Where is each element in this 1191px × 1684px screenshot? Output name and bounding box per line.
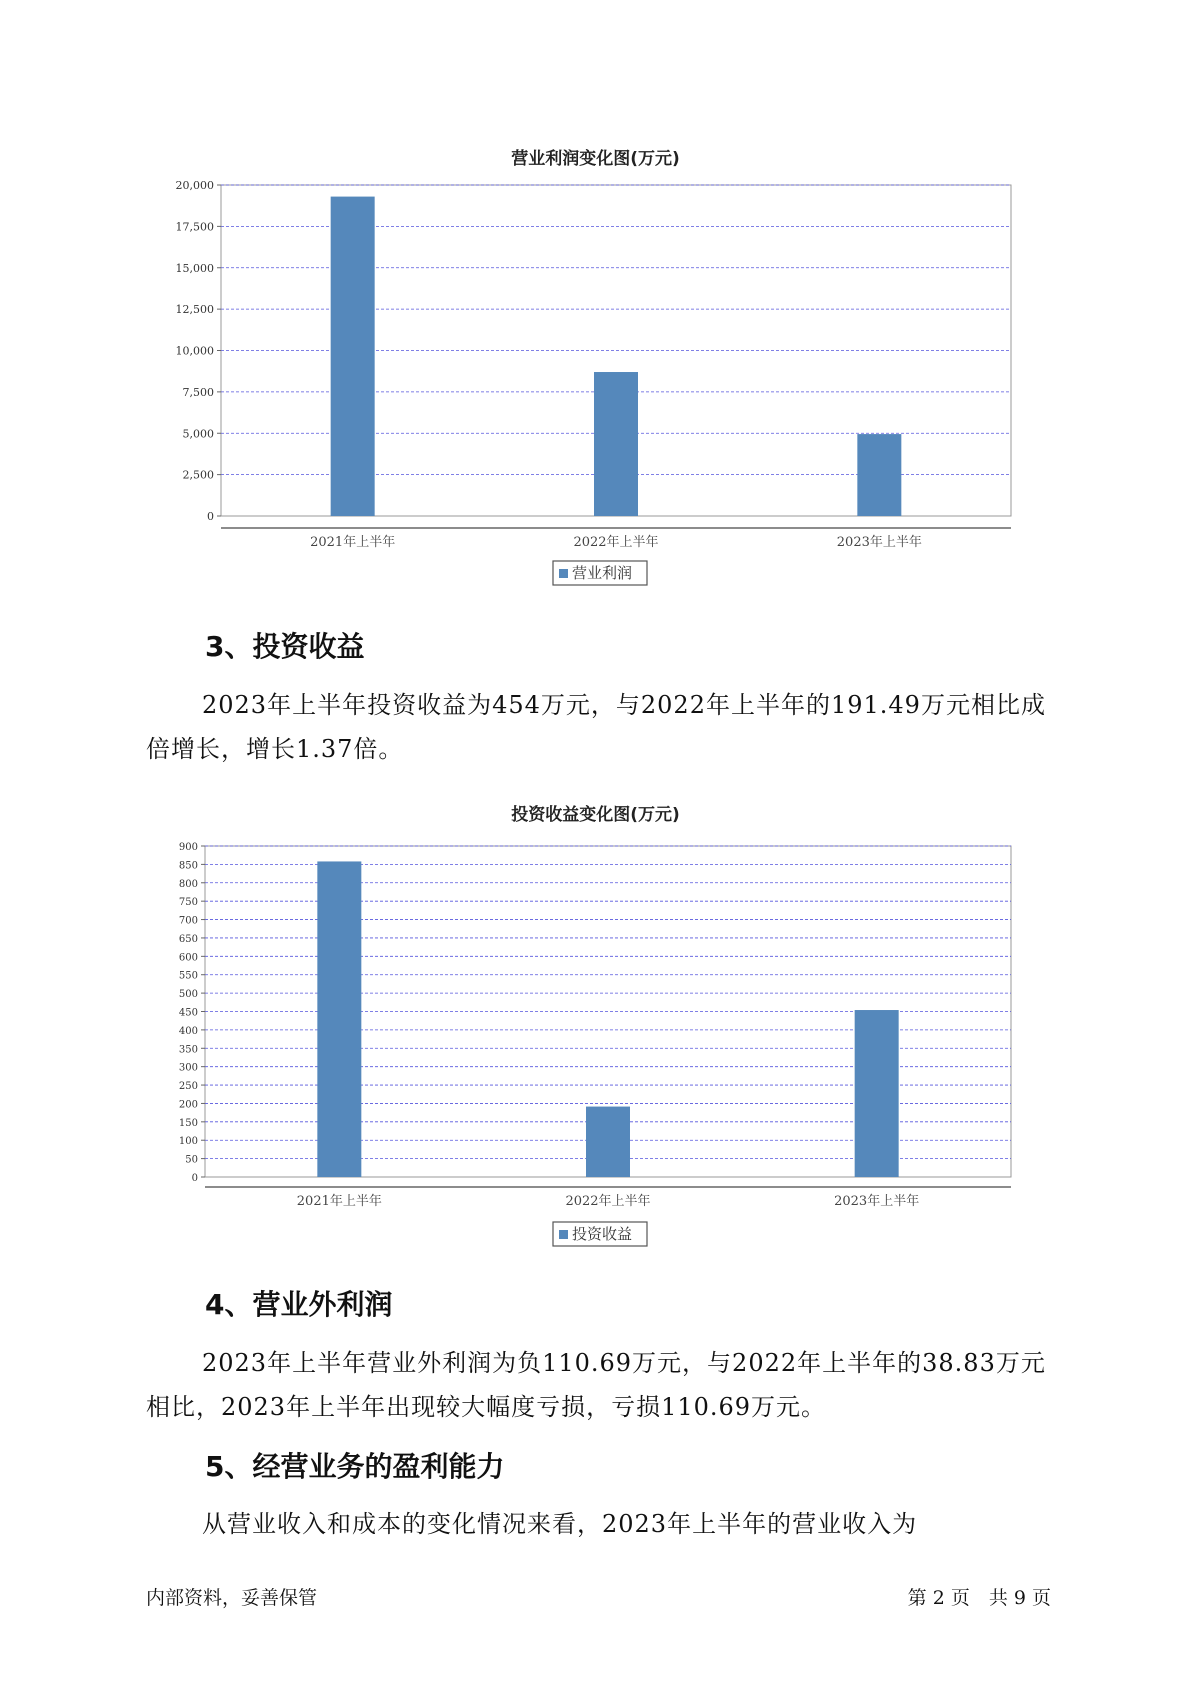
chart1-x-tick-label: 2021年上半年 [310, 535, 396, 550]
section3-heading: 3、投资收益 [205, 630, 365, 663]
chart1-y-tick-label: 0 [207, 510, 214, 523]
section4-heading: 4、营业外利润 [205, 1288, 393, 1321]
chart2-y-tick-label: 250 [178, 1081, 198, 1093]
chart2-y-tick-label: 150 [178, 1117, 198, 1129]
section3-paragraph: 2023年上半年投资收益为454万元，与2022年上半年的191.49万元相比成倍增长，增长1.37倍。 [146, 691, 1046, 763]
chart2-y-tick-label: 900 [178, 842, 198, 853]
chart2-x-tick-label: 2022年上半年 [565, 1194, 651, 1209]
chart2-y-tick-label: 700 [178, 915, 198, 927]
chart2-y-tick-label: 600 [178, 952, 198, 964]
chart2-y-tick-label: 650 [178, 933, 198, 945]
chart2-y-tick-label: 100 [178, 1136, 198, 1148]
footer-page-number: 第 2 页 共 9 页 [907, 1587, 1051, 1609]
chart2-bar-2 [586, 1107, 630, 1177]
chart2-y-tick-label: 200 [178, 1099, 198, 1111]
section5-paragraph: 从营业收入和成本的变化情况来看，2023年上半年的营业收入为 [202, 1510, 918, 1538]
chart1-y-tick-label: 17,500 [175, 220, 214, 234]
chart2-bar-1 [317, 861, 361, 1177]
chart2-y-tick-label: 50 [185, 1154, 198, 1166]
chart2-bar-3 [855, 1010, 899, 1177]
chart1-legend-label: 营业利润 [572, 564, 633, 582]
chart1-x-tick-label: 2022年上半年 [573, 535, 659, 550]
chart2-y-tick-label: 850 [178, 860, 198, 872]
chart1-y-tick-label: 15,000 [175, 261, 214, 275]
chart2-y-tick-label: 400 [178, 1025, 198, 1037]
chart2-y-tick-label: 300 [178, 1062, 198, 1074]
chart2-y-tick-label: 350 [178, 1044, 198, 1056]
chart2-title: 投资收益变化图(万元) [511, 805, 680, 825]
chart1-title: 营业利润变化图(万元) [511, 149, 680, 169]
chart1-y-tick-label: 5,000 [182, 427, 214, 441]
chart2-legend-label: 投资收益 [572, 1225, 633, 1243]
section5-heading: 5、经营业务的盈利能力 [205, 1450, 505, 1483]
chart1-y-tick-label: 7,500 [182, 385, 214, 399]
chart2-y-tick-label: 450 [178, 1007, 198, 1019]
chart1-y-tick-label: 2,500 [182, 468, 214, 482]
chart1-y-tick-label: 12,500 [175, 303, 214, 317]
chart2-y-tick-label: 0 [191, 1173, 198, 1184]
chart2-x-tick-label: 2021年上半年 [296, 1194, 382, 1209]
chart1-y-tick-label: 10,000 [175, 344, 214, 358]
chart2-y-tick-label: 500 [178, 989, 198, 1001]
chart2-y-tick-label: 550 [178, 970, 198, 982]
chart2-y-tick-label: 750 [178, 897, 198, 909]
chart1-x-tick-label: 2023年上半年 [836, 535, 922, 550]
chart2-x-tick-label: 2023年上半年 [834, 1194, 920, 1209]
chart1-y-tick-label: 20,000 [175, 179, 214, 192]
chart2-legend-swatch [559, 1230, 568, 1239]
section4-paragraph: 2023年上半年营业外利润为负110.69万元，与2022年上半年的38.83万元相比，2023年上半年出现较大幅度亏损，亏损110.69万元。 [146, 1349, 1046, 1421]
footer-confidential-note: 内部资料，妥善保管 [146, 1587, 318, 1609]
chart2-y-tick-label: 800 [178, 878, 198, 890]
